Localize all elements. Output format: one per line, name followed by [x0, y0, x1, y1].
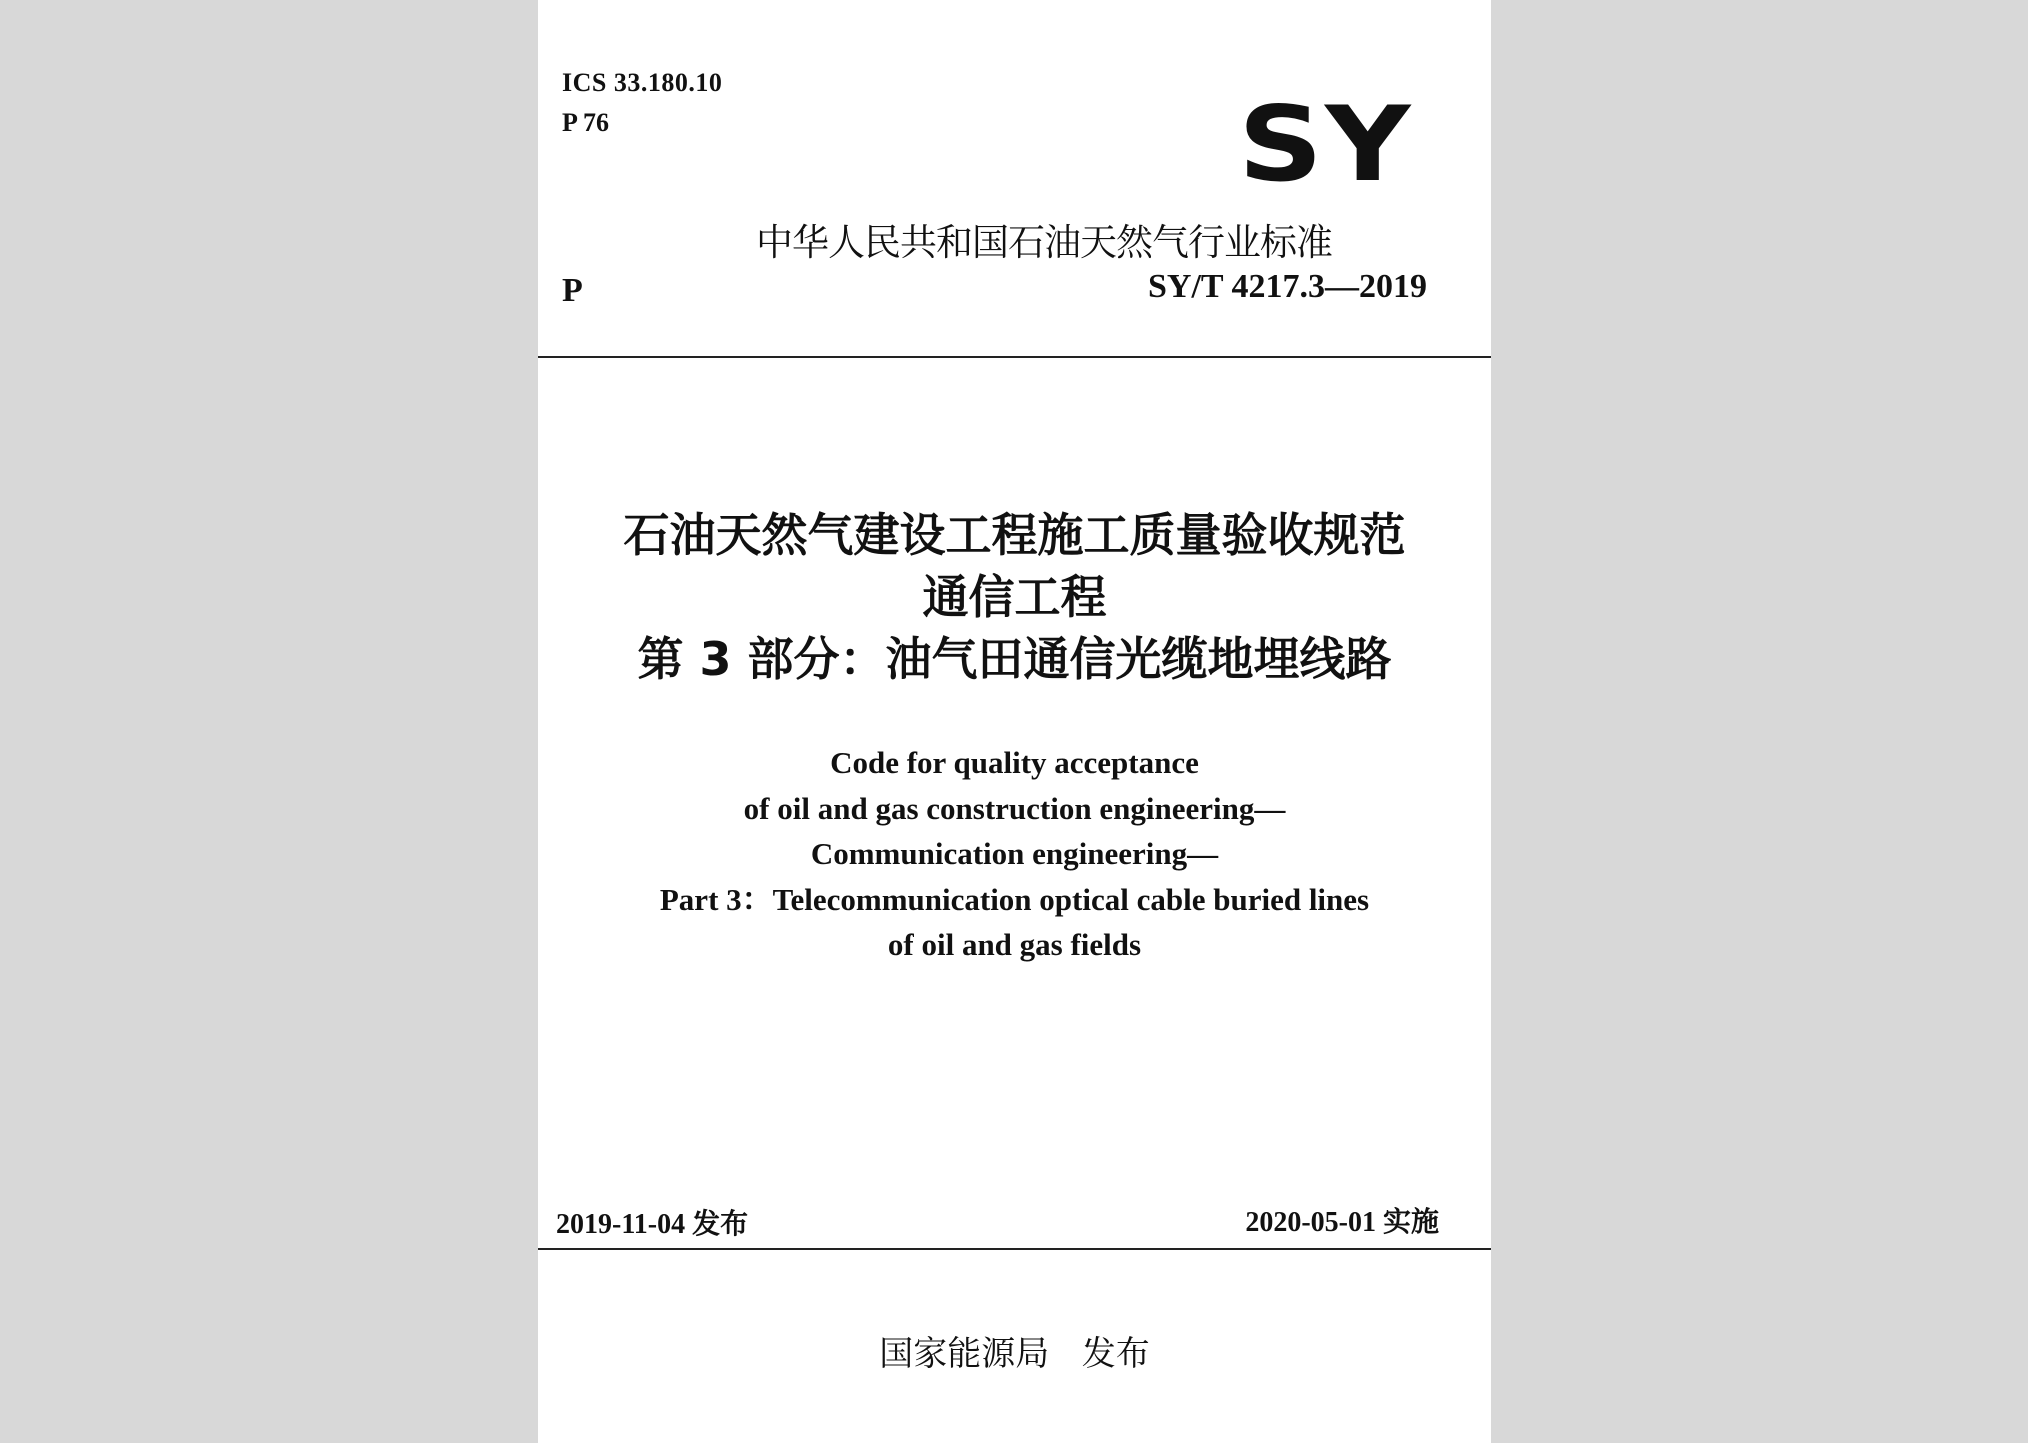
- implementation-date: 2020-05-01 实施: [1245, 1207, 1439, 1238]
- english-title-line-5: of oil and gas fields: [887, 927, 1142, 962]
- standard-number: SY/T 4217.3—2019: [1148, 268, 1427, 305]
- standard-cover-page: [538, 0, 1491, 1443]
- english-title-line-4: Part 3：Telecommunication optical cable buried lines: [659, 881, 1370, 917]
- publisher: 国家能源局 发布: [879, 1334, 1150, 1374]
- chinese-title: [538, 504, 1491, 690]
- issue-date: 2019-11-04 发布: [556, 1209, 749, 1240]
- top-divider: [538, 356, 1491, 358]
- ics-code: ICS 33.180.10: [562, 68, 723, 97]
- chinese-title-line-1: 石油天然气建设工程施工质量验收规范: [623, 508, 1406, 562]
- ccs-code: P 76: [562, 108, 609, 137]
- english-title: [538, 740, 1491, 968]
- standard-type: 中华人民共和国石油天然气行业标准: [756, 221, 1332, 264]
- chinese-title-line-2: 通信工程: [922, 570, 1107, 624]
- chinese-title-line-3: 第 3 部分：油气田通信光缆地埋线路: [637, 632, 1392, 686]
- english-title-line-2: of oil and gas construction engineering—: [743, 790, 1286, 826]
- english-title-line-3: Communication engineering—: [810, 836, 1219, 871]
- bottom-divider: [538, 1248, 1491, 1250]
- category-letter: P: [562, 272, 583, 309]
- sy-logo: SY: [1238, 83, 1413, 205]
- english-title-line-1: Code for quality acceptance: [830, 745, 1199, 780]
